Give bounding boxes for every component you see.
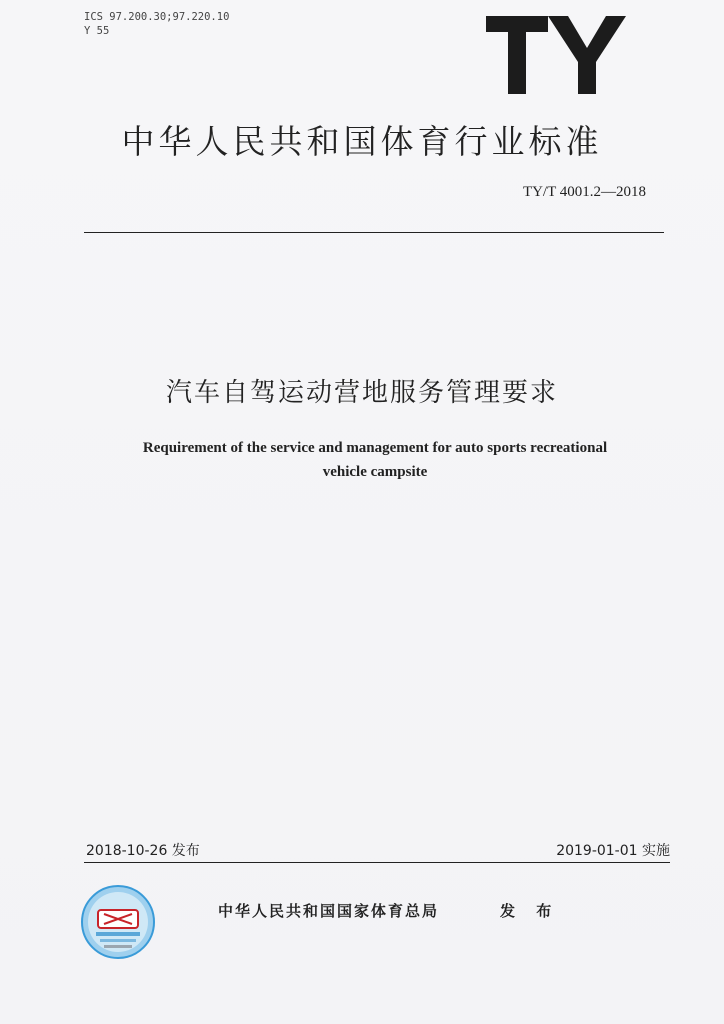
ics-code: ICS 97.200.30;97.220.10	[84, 11, 230, 23]
footer-divider	[84, 862, 670, 863]
header-divider	[84, 232, 664, 233]
document-title-english	[90, 436, 660, 484]
ty-logo	[486, 14, 626, 94]
issue-date: 2018-10-26 发布	[86, 843, 200, 859]
standard-category-title: 中华人民共和国体育行业标准	[121, 122, 603, 161]
ccs-code: Y 55	[84, 25, 110, 37]
anti-counterfeit-seal-icon	[80, 884, 156, 960]
standard-code: TY/T 4001.2—2018	[522, 184, 646, 200]
document-title-chinese: 汽车自驾运动营地服务管理要求	[165, 378, 558, 408]
classification-codes	[84, 10, 229, 38]
english-title-line-2: vehicle campsite	[322, 464, 428, 480]
publish-label: 发 布	[500, 902, 560, 920]
publishing-authority: 中华人民共和国国家体育总局	[218, 902, 440, 920]
implementation-date: 2019-01-01 实施	[556, 843, 670, 859]
english-title-line-1: Requirement of the service and management for auto sports recreational	[142, 440, 608, 456]
